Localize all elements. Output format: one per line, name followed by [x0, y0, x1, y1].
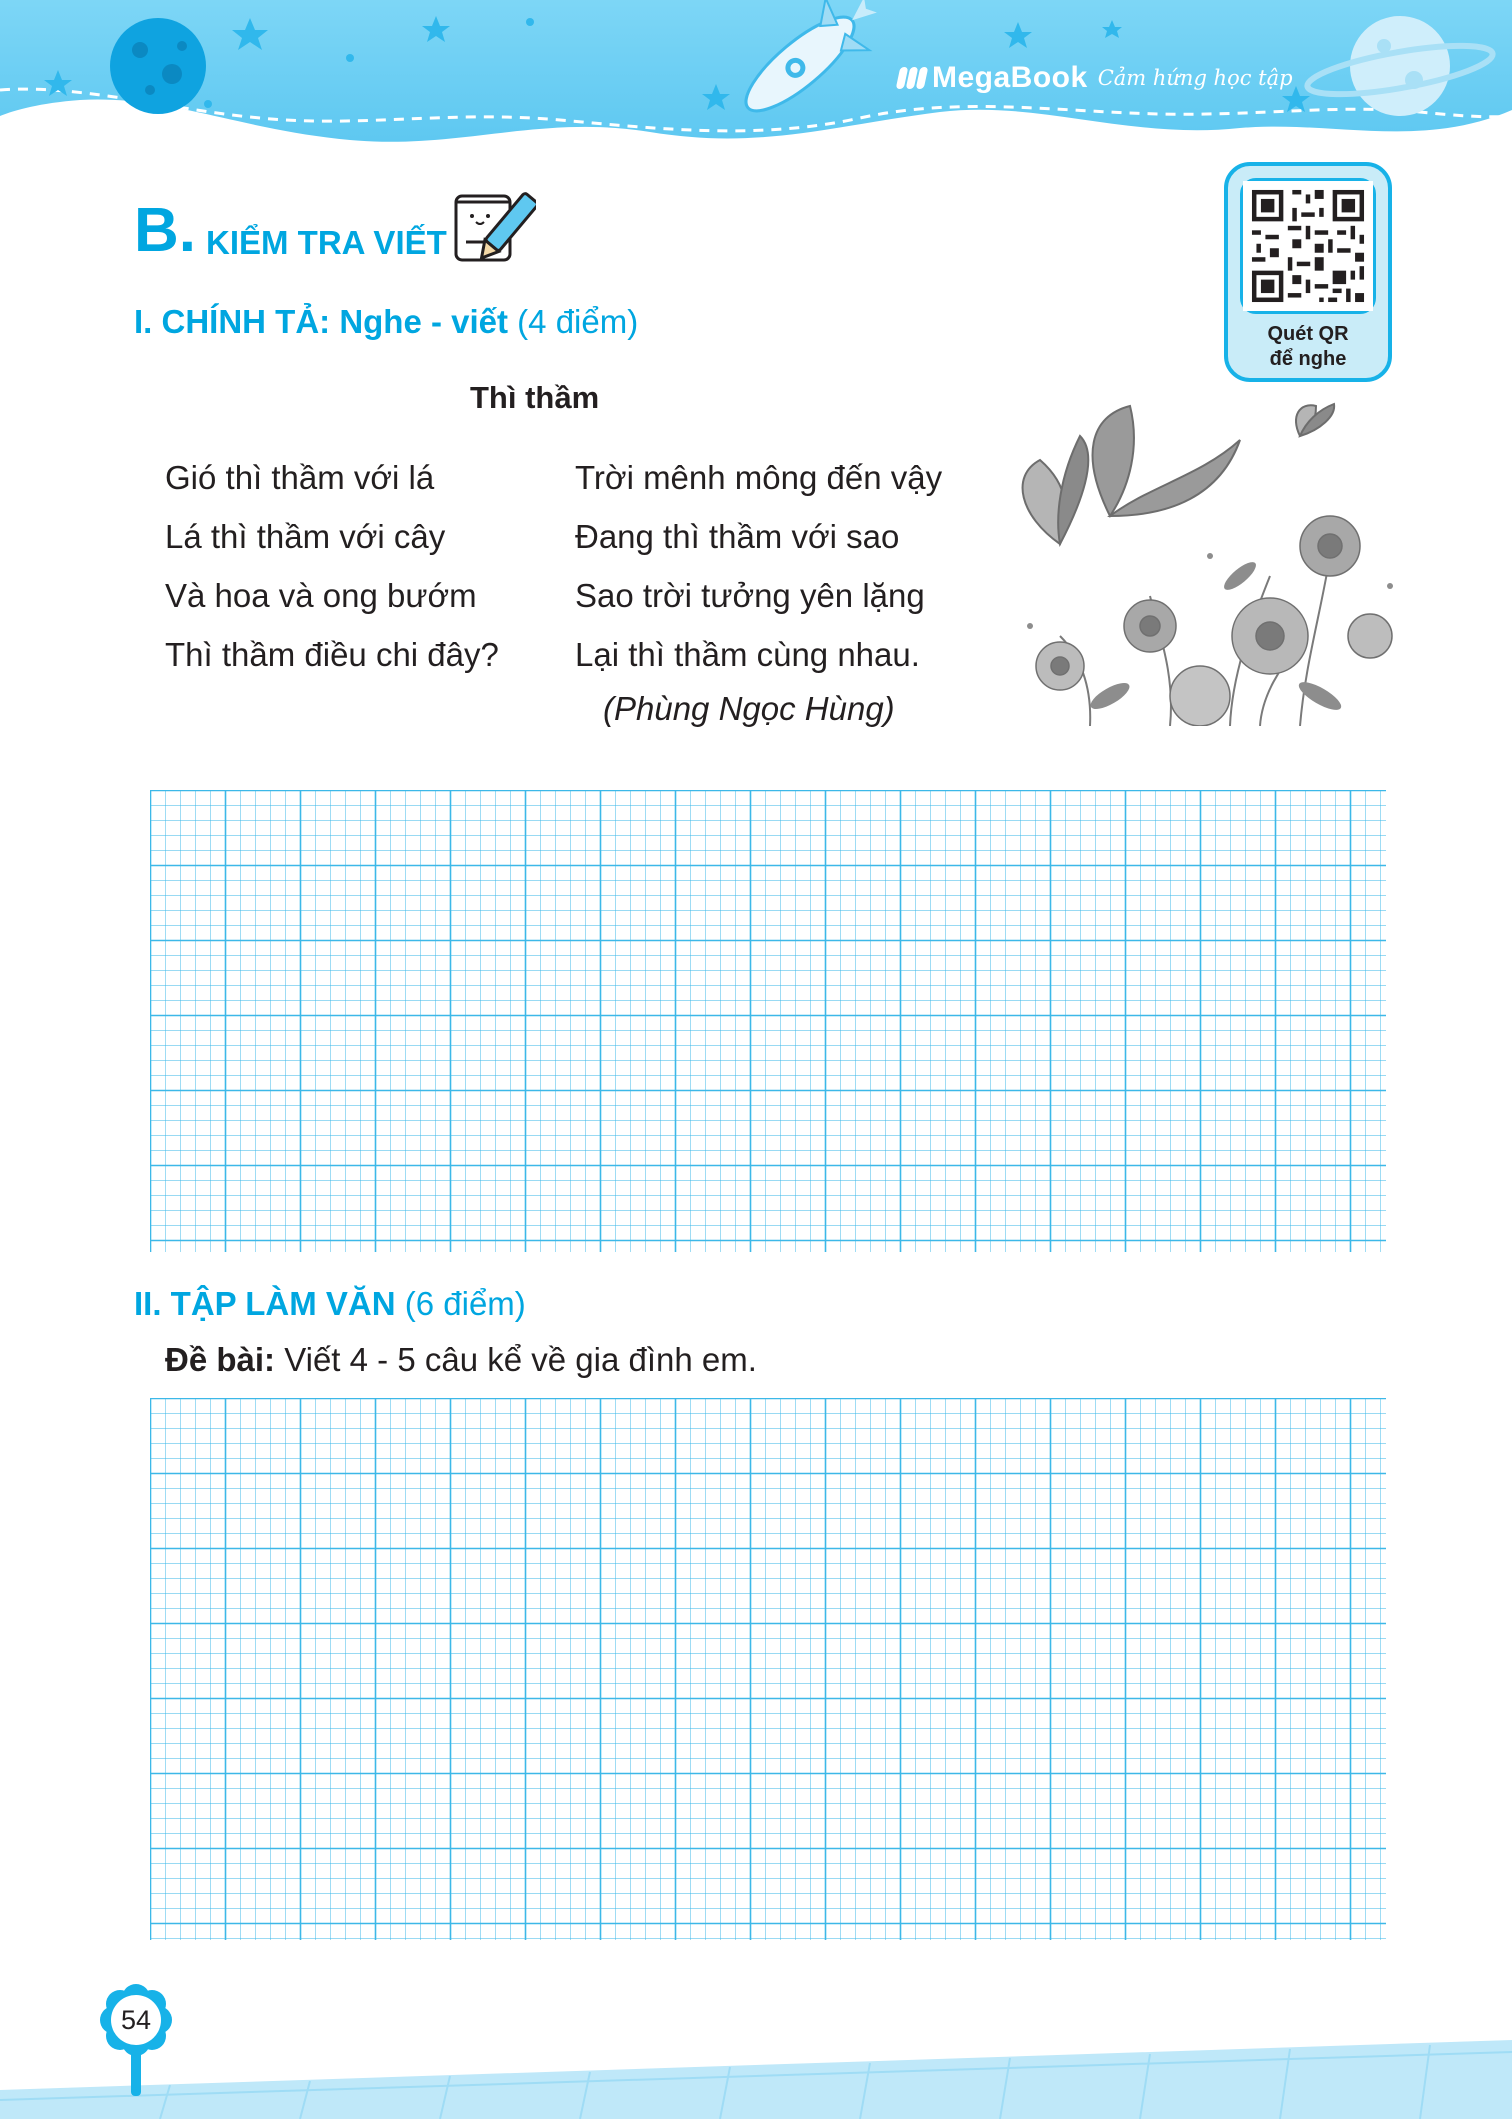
prompt-text: Viết 4 - 5 câu kể về gia đình em.: [275, 1341, 757, 1378]
qr-code[interactable]: [1240, 178, 1376, 314]
poem-line: Gió thì thầm với lá: [165, 459, 435, 496]
poem-line: Thì thầm điều chi đây?: [165, 636, 499, 673]
brand-name: MegaBook: [932, 61, 1088, 94]
page-number: 54: [120, 2005, 152, 2035]
dictation-heading-title: I. CHÍNH TẢ: Nghe - viết: [134, 303, 509, 340]
writing-grid-composition[interactable]: [150, 1398, 1386, 1940]
poem-line: Và hoa và ong bướm: [165, 577, 477, 614]
poem-left-column: [165, 448, 499, 684]
brand: [898, 56, 1293, 100]
composition-heading: [134, 1284, 526, 1324]
prompt-label: Đề bài:: [165, 1341, 276, 1378]
composition-heading-points: (6 điểm): [395, 1285, 526, 1322]
qr-caption-line-1: Quét QR: [1267, 323, 1349, 345]
pencil-note-icon: [452, 186, 536, 266]
composition-heading-title: II. TẬP LÀM VĂN: [134, 1285, 396, 1322]
section-letter: B.: [134, 196, 196, 265]
poem-line: Sao trời tưởng yên lặng: [575, 577, 925, 614]
poem-line: Đang thì thầm với sao: [575, 518, 900, 555]
poem-title: Thì thầm: [470, 380, 600, 415]
qr-card[interactable]: [1224, 162, 1392, 382]
composition-prompt: [165, 1340, 757, 1380]
poem-right-column: [575, 448, 942, 684]
butterfly-flowers-illustration: [1000, 396, 1400, 726]
brand-slogan: Cảm hứng học tập: [1097, 66, 1293, 90]
qr-code-icon: [1243, 181, 1373, 311]
footer-decoration: [0, 1940, 1512, 2119]
poem-line: Lá thì thầm với cây: [165, 518, 446, 555]
poem-author: (Phùng Ngọc Hùng): [603, 690, 895, 727]
dictation-heading-points: (4 điểm): [508, 303, 639, 340]
dictation-heading: [134, 302, 638, 342]
qr-caption-line-2: để nghe: [1269, 348, 1347, 370]
poem-line: Lại thì thầm cùng nhau.: [575, 636, 920, 673]
qr-caption: [1228, 322, 1388, 372]
brand-logo-icon: [898, 67, 926, 89]
section-title: KIỂM TRA VIẾT: [206, 224, 447, 261]
poem-line: Trời mênh mông đến vậy: [575, 459, 943, 496]
writing-grid-dictation[interactable]: [150, 790, 1386, 1252]
